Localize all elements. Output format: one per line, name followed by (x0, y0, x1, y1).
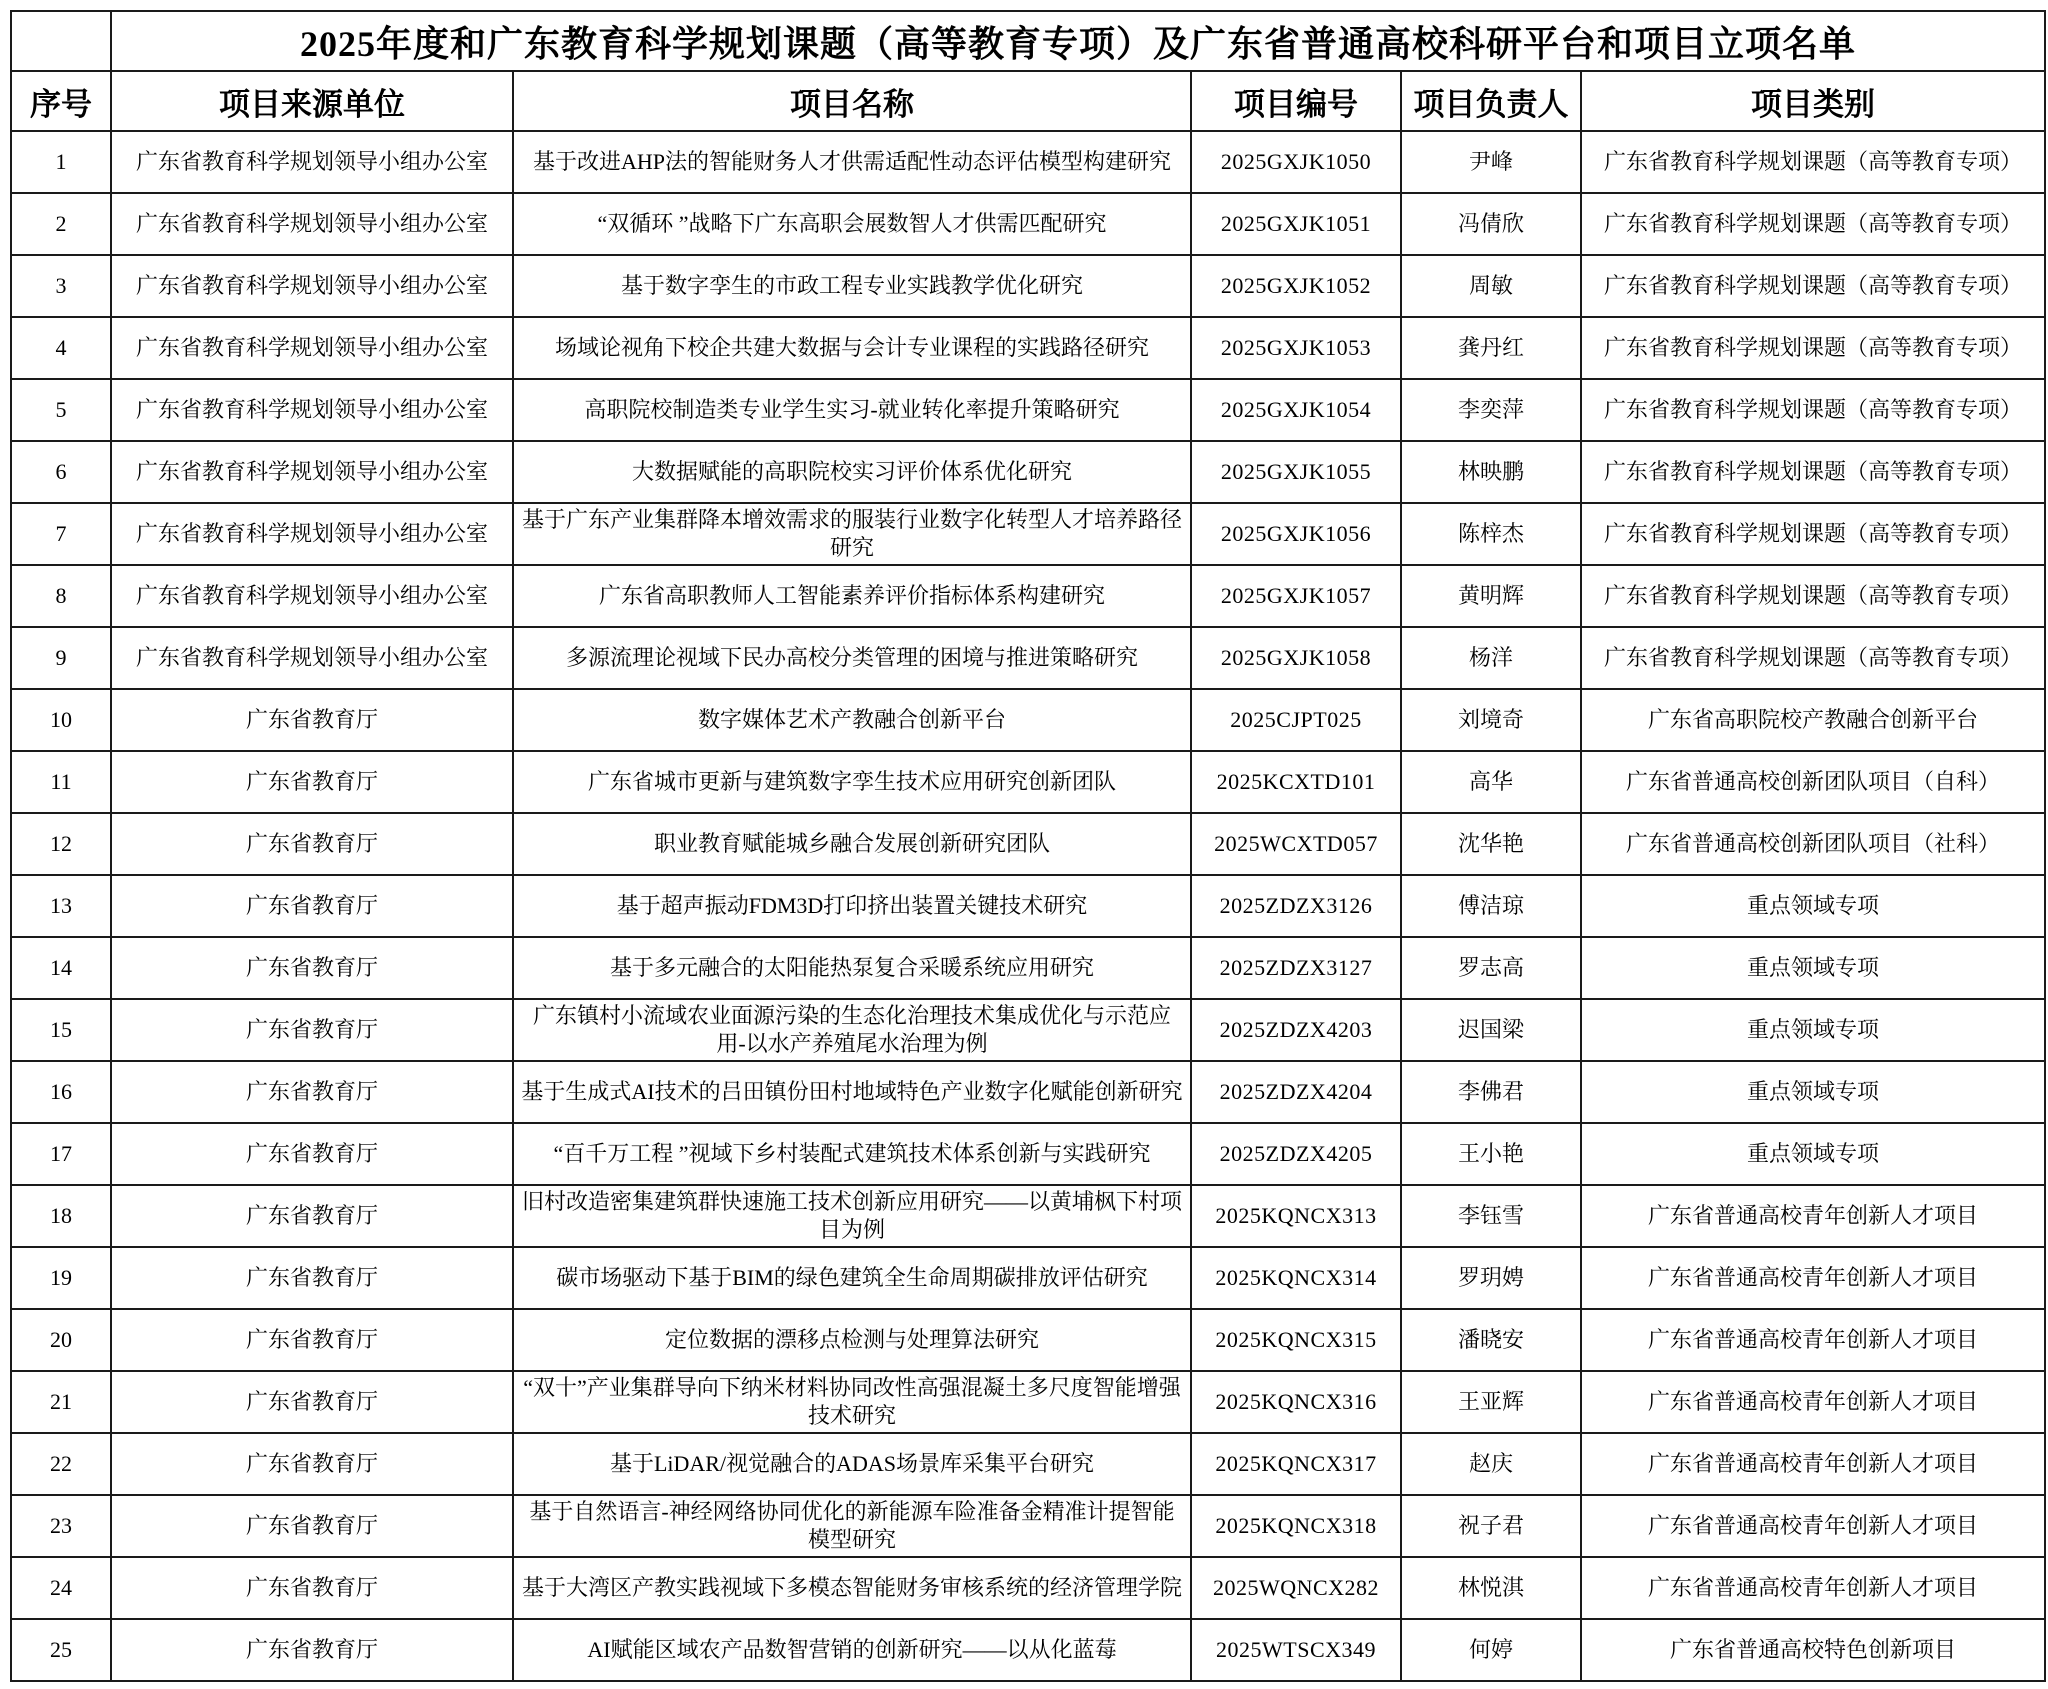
cell-source: 广东省教育厅 (111, 1557, 513, 1619)
cell-source: 广东省教育科学规划领导小组办公室 (111, 565, 513, 627)
table-row (11, 379, 2045, 441)
cell-no: 7 (11, 503, 111, 565)
cell-no: 23 (11, 1495, 111, 1557)
column-header-leader: 项目负责人 (1401, 71, 1581, 131)
cell-code: 2025ZDZX4203 (1191, 999, 1401, 1061)
cell-name: 基于生成式AI技术的吕田镇份田村地域特色产业数字化赋能创新研究 (513, 1061, 1191, 1123)
table-row (11, 1061, 2045, 1123)
cell-code: 2025KQNCX314 (1191, 1247, 1401, 1309)
table-row (11, 193, 2045, 255)
cell-category: 重点领域专项 (1581, 1061, 2045, 1123)
cell-leader: 沈华艳 (1401, 813, 1581, 875)
cell-leader: 陈梓杰 (1401, 503, 1581, 565)
cell-leader: 罗志高 (1401, 937, 1581, 999)
cell-leader: 黄明辉 (1401, 565, 1581, 627)
cell-code: 2025KQNCX313 (1191, 1185, 1401, 1247)
cell-name: 高职院校制造类专业学生实习-就业转化率提升策略研究 (513, 379, 1191, 441)
page-title: 2025年度和广东教育科学规划课题（高等教育专项）及广东省普通高校科研平台和项目立项名单 (111, 11, 2045, 71)
cell-name: 定位数据的漂移点检测与处理算法研究 (513, 1309, 1191, 1371)
cell-no: 3 (11, 255, 111, 317)
cell-code: 2025KQNCX316 (1191, 1371, 1401, 1433)
cell-name: AI赋能区域农产品数智营销的创新研究——以从化蓝莓 (513, 1619, 1191, 1681)
cell-name: 基于改进AHP法的智能财务人才供需适配性动态评估模型构建研究 (513, 131, 1191, 193)
cell-no: 24 (11, 1557, 111, 1619)
cell-source: 广东省教育科学规划领导小组办公室 (111, 627, 513, 689)
cell-no: 18 (11, 1185, 111, 1247)
table-row (11, 627, 2045, 689)
table-row (11, 1433, 2045, 1495)
cell-leader: 罗玥娉 (1401, 1247, 1581, 1309)
cell-category: 广东省教育科学规划课题（高等教育专项） (1581, 131, 2045, 193)
cell-name: 基于LiDAR/视觉融合的ADAS场景库采集平台研究 (513, 1433, 1191, 1495)
cell-category: 广东省教育科学规划课题（高等教育专项） (1581, 565, 2045, 627)
cell-code: 2025GXJK1052 (1191, 255, 1401, 317)
cell-leader: 王亚辉 (1401, 1371, 1581, 1433)
cell-leader: 李奕萍 (1401, 379, 1581, 441)
column-header-category: 项目类别 (1581, 71, 2045, 131)
column-header-row (11, 71, 2045, 131)
cell-name: 广东镇村小流域农业面源污染的生态化治理技术集成优化与示范应用-以水产养殖尾水治理为例 (513, 999, 1191, 1061)
table-row (11, 441, 2045, 503)
table-row (11, 1309, 2045, 1371)
table-row (11, 1371, 2045, 1433)
cell-name: 数字媒体艺术产教融合创新平台 (513, 689, 1191, 751)
table-row (11, 999, 2045, 1061)
cell-code: 2025KQNCX318 (1191, 1495, 1401, 1557)
cell-leader: 何婷 (1401, 1619, 1581, 1681)
cell-code: 2025KCXTD101 (1191, 751, 1401, 813)
cell-name: 场域论视角下校企共建大数据与会计专业课程的实践路径研究 (513, 317, 1191, 379)
cell-no: 11 (11, 751, 111, 813)
cell-source: 广东省教育科学规划领导小组办公室 (111, 193, 513, 255)
cell-category: 广东省普通高校创新团队项目（社科） (1581, 813, 2045, 875)
cell-code: 2025CJPT025 (1191, 689, 1401, 751)
cell-leader: 傅洁琼 (1401, 875, 1581, 937)
table-row (11, 813, 2045, 875)
cell-leader: 林悦淇 (1401, 1557, 1581, 1619)
cell-category: 广东省普通高校青年创新人才项目 (1581, 1247, 2045, 1309)
cell-code: 2025GXJK1050 (1191, 131, 1401, 193)
cell-code: 2025GXJK1056 (1191, 503, 1401, 565)
cell-code: 2025ZDZX3127 (1191, 937, 1401, 999)
cell-source: 广东省教育厅 (111, 689, 513, 751)
cell-leader: 李佛君 (1401, 1061, 1581, 1123)
cell-category: 广东省教育科学规划课题（高等教育专项） (1581, 317, 2045, 379)
cell-name: 旧村改造密集建筑群快速施工技术创新应用研究——以黄埔枫下村项目为例 (513, 1185, 1191, 1247)
cell-no: 6 (11, 441, 111, 503)
table-row (11, 875, 2045, 937)
cell-name: “百千万工程 ”视域下乡村装配式建筑技术体系创新与实践研究 (513, 1123, 1191, 1185)
table-row (11, 131, 2045, 193)
cell-source: 广东省教育厅 (111, 875, 513, 937)
cell-category: 重点领域专项 (1581, 1123, 2045, 1185)
table-row (11, 937, 2045, 999)
cell-code: 2025GXJK1053 (1191, 317, 1401, 379)
cell-source: 广东省教育厅 (111, 1123, 513, 1185)
cell-category: 广东省普通高校青年创新人才项目 (1581, 1495, 2045, 1557)
table-row (11, 503, 2045, 565)
cell-source: 广东省教育厅 (111, 751, 513, 813)
cell-name: 基于多元融合的太阳能热泵复合采暖系统应用研究 (513, 937, 1191, 999)
cell-no: 16 (11, 1061, 111, 1123)
cell-source: 广东省教育厅 (111, 1247, 513, 1309)
projects-table (10, 10, 2046, 1682)
cell-category: 广东省普通高校青年创新人才项目 (1581, 1371, 2045, 1433)
cell-leader: 潘晓安 (1401, 1309, 1581, 1371)
cell-source: 广东省教育科学规划领导小组办公室 (111, 503, 513, 565)
cell-category: 重点领域专项 (1581, 999, 2045, 1061)
cell-no: 1 (11, 131, 111, 193)
cell-source: 广东省教育厅 (111, 937, 513, 999)
cell-category: 广东省教育科学规划课题（高等教育专项） (1581, 627, 2045, 689)
cell-leader: 林映鹏 (1401, 441, 1581, 503)
cell-category: 广东省普通高校青年创新人才项目 (1581, 1185, 2045, 1247)
table-row (11, 1247, 2045, 1309)
cell-source: 广东省教育厅 (111, 1309, 513, 1371)
cell-category: 广东省普通高校青年创新人才项目 (1581, 1309, 2045, 1371)
cell-no: 17 (11, 1123, 111, 1185)
column-header-code: 项目编号 (1191, 71, 1401, 131)
cell-code: 2025KQNCX317 (1191, 1433, 1401, 1495)
table-row (11, 689, 2045, 751)
cell-category: 广东省教育科学规划课题（高等教育专项） (1581, 193, 2045, 255)
cell-source: 广东省教育科学规划领导小组办公室 (111, 317, 513, 379)
cell-source: 广东省教育厅 (111, 999, 513, 1061)
cell-no: 5 (11, 379, 111, 441)
cell-source: 广东省教育科学规划领导小组办公室 (111, 441, 513, 503)
cell-no: 8 (11, 565, 111, 627)
cell-leader: 周敏 (1401, 255, 1581, 317)
column-header-no: 序号 (11, 71, 111, 131)
cell-source: 广东省教育科学规划领导小组办公室 (111, 131, 513, 193)
cell-leader: 尹峰 (1401, 131, 1581, 193)
cell-name: 基于广东产业集群降本增效需求的服装行业数字化转型人才培养路径研究 (513, 503, 1191, 565)
cell-name: 广东省城市更新与建筑数字孪生技术应用研究创新团队 (513, 751, 1191, 813)
cell-name: 大数据赋能的高职院校实习评价体系优化研究 (513, 441, 1191, 503)
cell-category: 广东省普通高校青年创新人才项目 (1581, 1433, 2045, 1495)
cell-leader: 迟国梁 (1401, 999, 1581, 1061)
cell-leader: 刘境奇 (1401, 689, 1581, 751)
cell-code: 2025KQNCX315 (1191, 1309, 1401, 1371)
table-row (11, 255, 2045, 317)
cell-name: “双十”产业集群导向下纳米材料协同改性高强混凝土多尺度智能增强技术研究 (513, 1371, 1191, 1433)
cell-no: 13 (11, 875, 111, 937)
cell-category: 广东省教育科学规划课题（高等教育专项） (1581, 379, 2045, 441)
cell-source: 广东省教育厅 (111, 1495, 513, 1557)
cell-leader: 王小艳 (1401, 1123, 1581, 1185)
cell-no: 9 (11, 627, 111, 689)
cell-no: 12 (11, 813, 111, 875)
cell-source: 广东省教育厅 (111, 1433, 513, 1495)
cell-no: 15 (11, 999, 111, 1061)
cell-name: 职业教育赋能城乡融合发展创新研究团队 (513, 813, 1191, 875)
cell-source: 广东省教育厅 (111, 1619, 513, 1681)
cell-no: 22 (11, 1433, 111, 1495)
cell-leader: 祝子君 (1401, 1495, 1581, 1557)
cell-category: 广东省教育科学规划课题（高等教育专项） (1581, 255, 2045, 317)
cell-no: 14 (11, 937, 111, 999)
table-row (11, 751, 2045, 813)
table-body (11, 131, 2045, 1681)
cell-name: 多源流理论视域下民办高校分类管理的困境与推进策略研究 (513, 627, 1191, 689)
cell-category: 广东省普通高校青年创新人才项目 (1581, 1557, 2045, 1619)
table-row (11, 1185, 2045, 1247)
cell-category: 广东省教育科学规划课题（高等教育专项） (1581, 503, 2045, 565)
title-spacer-cell (11, 11, 111, 71)
cell-leader: 龚丹红 (1401, 317, 1581, 379)
cell-code: 2025ZDZX4205 (1191, 1123, 1401, 1185)
title-row (11, 11, 2045, 71)
column-header-source: 项目来源单位 (111, 71, 513, 131)
cell-no: 25 (11, 1619, 111, 1681)
cell-code: 2025GXJK1057 (1191, 565, 1401, 627)
cell-leader: 高华 (1401, 751, 1581, 813)
cell-no: 20 (11, 1309, 111, 1371)
cell-no: 21 (11, 1371, 111, 1433)
cell-category: 广东省普通高校特色创新项目 (1581, 1619, 2045, 1681)
table-row (11, 1123, 2045, 1185)
cell-code: 2025GXJK1054 (1191, 379, 1401, 441)
cell-category: 广东省教育科学规划课题（高等教育专项） (1581, 441, 2045, 503)
cell-category: 重点领域专项 (1581, 937, 2045, 999)
cell-source: 广东省教育厅 (111, 1061, 513, 1123)
cell-code: 2025ZDZX4204 (1191, 1061, 1401, 1123)
cell-name: 基于自然语言-神经网络协同优化的新能源车险准备金精准计提智能模型研究 (513, 1495, 1191, 1557)
table-row (11, 1619, 2045, 1681)
cell-source: 广东省教育厅 (111, 1371, 513, 1433)
cell-source: 广东省教育科学规划领导小组办公室 (111, 255, 513, 317)
cell-code: 2025GXJK1051 (1191, 193, 1401, 255)
cell-leader: 赵庆 (1401, 1433, 1581, 1495)
table-row (11, 317, 2045, 379)
cell-code: 2025WCXTD057 (1191, 813, 1401, 875)
cell-name: 基于超声振动FDM3D打印挤出装置关键技术研究 (513, 875, 1191, 937)
table-row (11, 1495, 2045, 1557)
cell-source: 广东省教育科学规划领导小组办公室 (111, 379, 513, 441)
cell-code: 2025ZDZX3126 (1191, 875, 1401, 937)
cell-source: 广东省教育厅 (111, 1185, 513, 1247)
cell-leader: 冯倩欣 (1401, 193, 1581, 255)
cell-code: 2025WQNCX282 (1191, 1557, 1401, 1619)
cell-leader: 李钰雪 (1401, 1185, 1581, 1247)
cell-name: “双循环 ”战略下广东高职会展数智人才供需匹配研究 (513, 193, 1191, 255)
cell-category: 重点领域专项 (1581, 875, 2045, 937)
cell-code: 2025GXJK1058 (1191, 627, 1401, 689)
cell-leader: 杨洋 (1401, 627, 1581, 689)
cell-category: 广东省普通高校创新团队项目（自科） (1581, 751, 2045, 813)
cell-no: 10 (11, 689, 111, 751)
cell-name: 基于数字孪生的市政工程专业实践教学优化研究 (513, 255, 1191, 317)
cell-code: 2025GXJK1055 (1191, 441, 1401, 503)
cell-no: 2 (11, 193, 111, 255)
cell-name: 基于大湾区产教实践视域下多模态智能财务审核系统的经济管理学院 (513, 1557, 1191, 1619)
column-header-name: 项目名称 (513, 71, 1191, 131)
cell-code: 2025WTSCX349 (1191, 1619, 1401, 1681)
cell-no: 4 (11, 317, 111, 379)
table-row (11, 1557, 2045, 1619)
cell-no: 19 (11, 1247, 111, 1309)
project-list-sheet (10, 10, 2044, 1682)
cell-name: 碳市场驱动下基于BIM的绿色建筑全生命周期碳排放评估研究 (513, 1247, 1191, 1309)
cell-source: 广东省教育厅 (111, 813, 513, 875)
cell-name: 广东省高职教师人工智能素养评价指标体系构建研究 (513, 565, 1191, 627)
cell-category: 广东省高职院校产教融合创新平台 (1581, 689, 2045, 751)
table-row (11, 565, 2045, 627)
